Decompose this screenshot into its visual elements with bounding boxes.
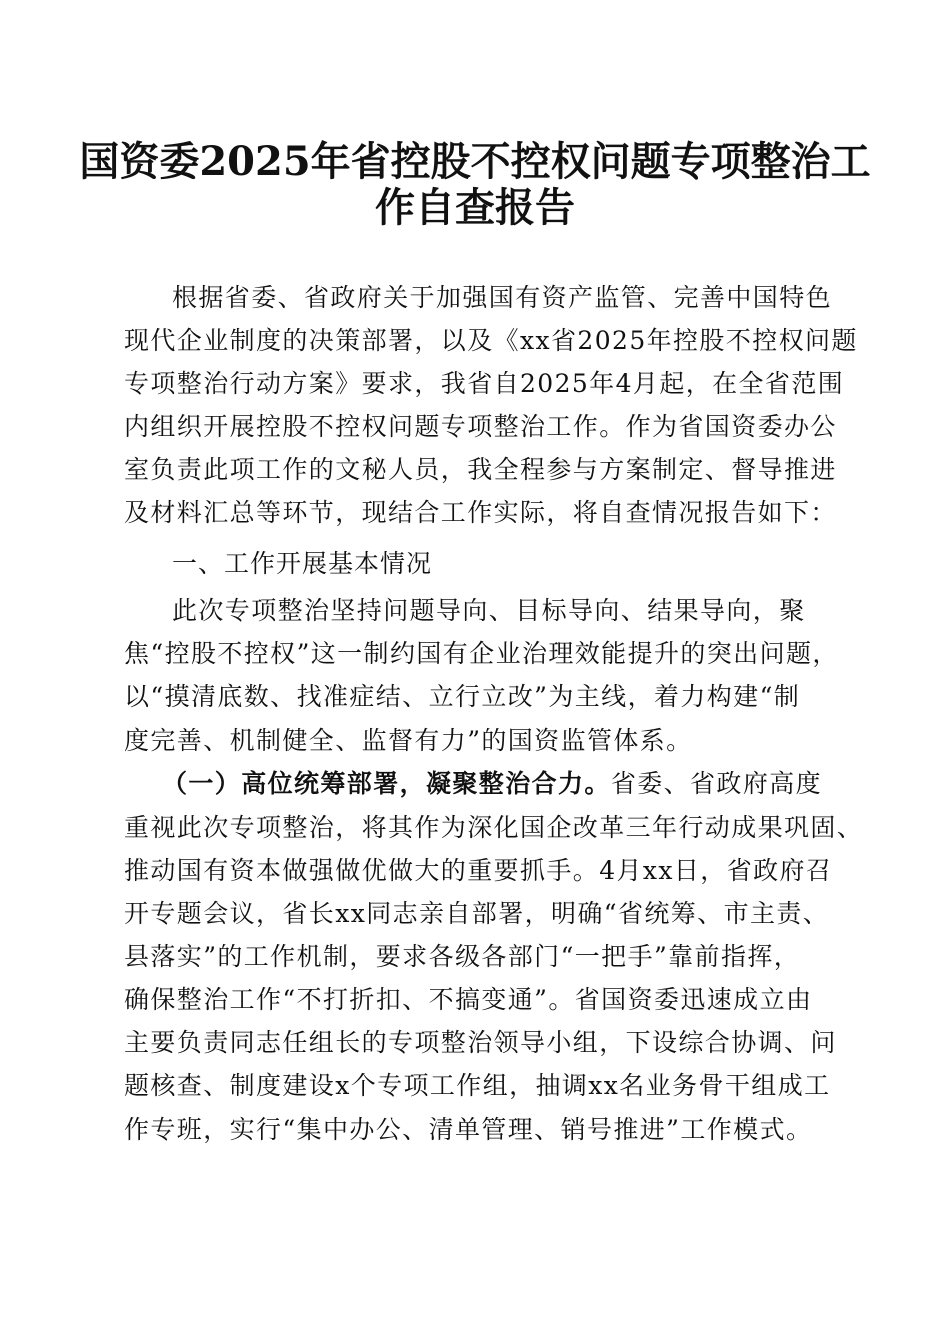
paragraph-line: 开专题会议，省长xx同志亲自部署，明确“省统筹、市主责、 [124,899,830,928]
paragraph-line: 主要负责同志任组长的专项整治领导小组，下设综合协调、问 [124,1028,837,1057]
paragraph-line: 以“摸清底数、找准症结、立行立改”为主线，着力构建“制 [124,682,801,711]
report-title-line-2: 作自查报告 [375,184,575,231]
paragraph-line: 此次专项整治坚持问题导向、目标导向、结果导向，聚 [172,596,806,625]
section-heading: 一、工作开展基本情况 [172,549,433,578]
paragraph-line: 度完善、机制健全、监督有力”的国资监管体系。 [124,726,693,755]
paragraph-line: 确保整治工作“不打折扣、不搞变通”。省国资委迅速成立由 [124,985,813,1014]
report-title-line-1: 国资委2025年省控股不控权问题专项整治工 [79,138,871,185]
paragraph-line: 重视此次专项整治，将其作为深化国企改革三年行动成果巩固、 [124,813,864,842]
paragraph-line: 室负责此项工作的文秘人员，我全程参与方案制定、督导推进 [124,455,837,484]
paragraph-line: 焦“控股不控权”这一制约国有企业治理效能提升的突出问题， [124,639,839,668]
paragraph-line: 现代企业制度的决策部署，以及《xx省2025年控股不控权问题 [124,326,858,355]
subsection-text: 省委、省政府高度 [610,769,823,798]
subsection-heading: （一）高位统筹部署，凝聚整治合力。 [162,769,611,798]
paragraph-line: 县落实”的工作机制，要求各级各部门“一把手”靠前指挥， [124,942,801,971]
paragraph-line: 及材料汇总等环节，现结合工作实际，将自查情况报告如下： [124,498,837,527]
paragraph-line: 内组织开展控股不控权问题专项整治工作。作为省国资委办公 [124,412,837,441]
paragraph-line: 题核查、制度建设x个专项工作组，抽调xx名业务骨干组成工 [124,1071,831,1100]
paragraph-line: 推动国有资本做强做优做大的重要抓手。4月xx日，省政府召 [124,856,833,885]
subsection-line [162,769,822,799]
paragraph-line: 作专班，实行“集中办公、清单管理、销号推进”工作模式。 [124,1115,813,1144]
paragraph-line: 专项整治行动方案》要求，我省自2025年4月起，在全省范围 [124,369,845,398]
paragraph-line: 根据省委、省政府关于加强国有资产监管、完善中国特色 [172,283,833,312]
